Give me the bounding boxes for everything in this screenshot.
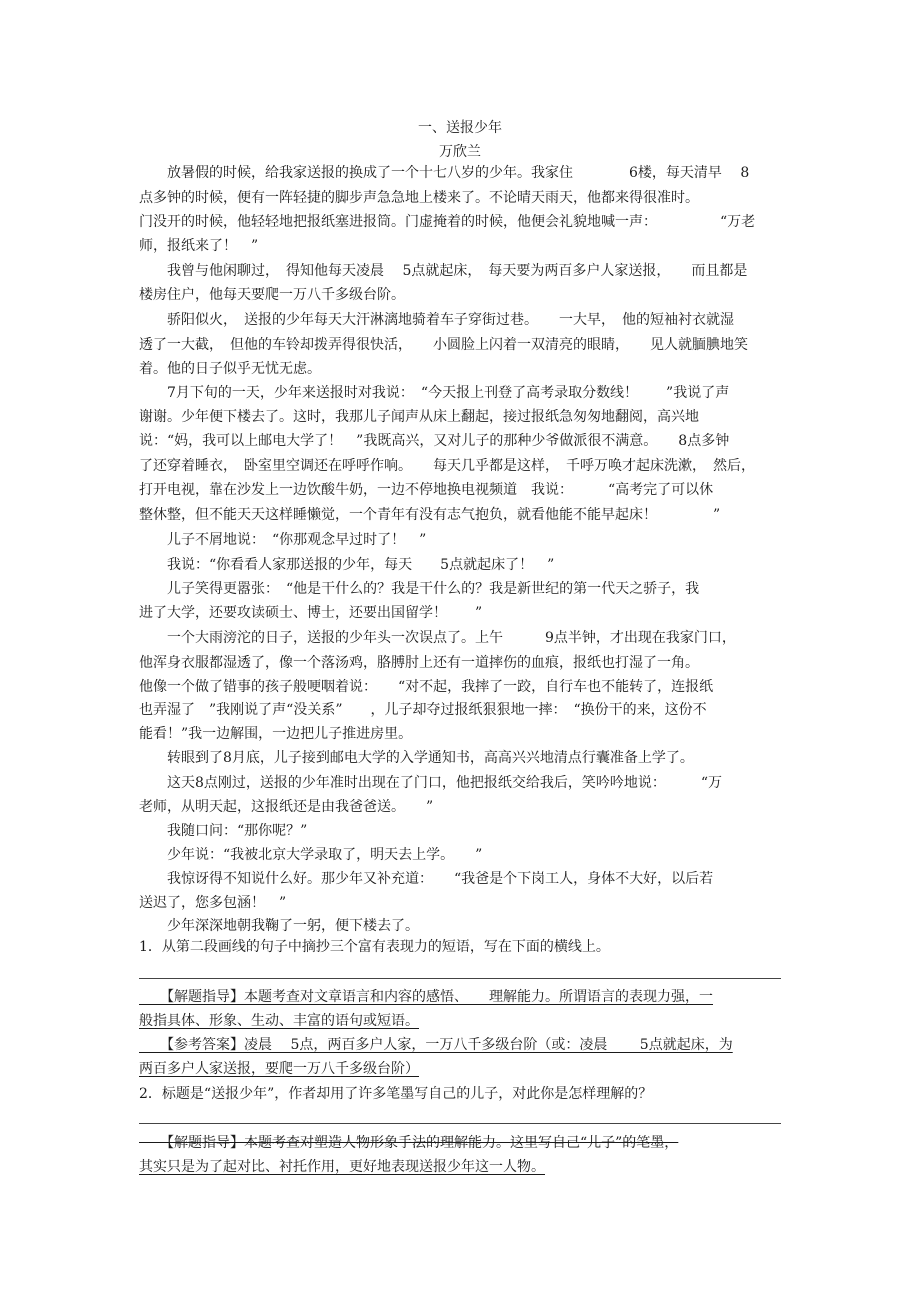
question-2: 2．标题是“送报少年”，作者却用了许多笔墨写自己的儿子，对此你是怎样理解的？ xyxy=(139,1086,653,1102)
body-line: 师，报纸来了！ ” xyxy=(139,238,259,254)
body-line: 整休整，但不能天天这样睡懒觉，一个青年有没有志气抱负，就看他能不能早起床！ ” xyxy=(139,507,721,523)
body-line: 说：“妈，我可以上邮电大学了！ ”我既高兴，又对儿子的那种少爷做派很不满意。 8点多钟 xyxy=(139,433,730,449)
body-line: 放暑假的时候，给我家送报的换成了一个十七八岁的少年。我家住 6楼，每天清早 8 xyxy=(139,165,750,181)
body-line: 透了一大截， 但他的车铃却拨弄得很快活， 小圆脸上闪着一双清亮的眼睛， 见人就腼腆地笑 xyxy=(139,337,748,353)
body-line: 我惊讶得不知说什么好。那少年又补充道： “我爸是个下岗工人，身体不大好，以后若 xyxy=(139,871,714,887)
q2-guide-line-1: 【解题指导】本题考查对塑造人物形象手法的理解能力。这里写自己“儿子”的笔墨， xyxy=(139,1135,679,1151)
body-line: 送迟了，您多包涵！ ” xyxy=(139,895,287,911)
body-line: 他像一个做了错事的孩子般哽咽着说： “对不起，我摔了一跤，自行车也不能转了，连报纸 xyxy=(139,679,714,695)
article-title: 一、送报少年 xyxy=(418,120,502,136)
body-line: 点多钟的时候，便有一阵轻捷的脚步声急急地上楼来了。不论晴天雨天，他都来得很准时。 xyxy=(139,190,699,206)
answer-blank-line xyxy=(139,978,781,979)
body-line: 一个大雨滂沱的日子，送报的少年头一次误点了。上午 9点半钟，才出现在我家门口， xyxy=(139,630,736,646)
body-line: 7月下旬的一天，少年来送报时对我说： “今天报上刊登了高考录取分数线！ ”我说了声 xyxy=(139,385,730,401)
q1-answer-line-2: 两百多户人家送报，要爬一万八千多级台阶） xyxy=(139,1061,419,1077)
q1-answer-line-1: 【参考答案】凌晨 5点，两百多户人家，一万八千多级台阶（或：凌晨 5点就起床，为 xyxy=(139,1037,733,1053)
body-line: 少年说：“我被北京大学录取了，明天去上学。 ” xyxy=(139,847,483,863)
q1-guide-line-1: 【解题指导】本题考查对文章语言和内容的感悟、 理解能力。所谓语言的表现力强，一 xyxy=(139,989,713,1005)
body-line: 着。他的日子似乎无忧无虑。 xyxy=(139,361,321,377)
body-line: 谢谢。少年便下楼去了。这时，我那儿子闻声从床上翻起，接过报纸急匆匆地翻阅，高兴地 xyxy=(139,409,699,425)
body-line: 儿子笑得更嚣张： “他是干什么的？我是干什么的？我是新世纪的第一代天之骄子，我 xyxy=(139,581,700,597)
body-line: 我随口问：“那你呢？” xyxy=(139,823,308,839)
answer-blank-line xyxy=(139,1123,781,1124)
question-1: 1．从第二段画线的句子中摘抄三个富有表现力的短语，写在下面的横线上。 xyxy=(139,939,610,955)
body-line: 这天8点刚过，送报的少年准时出现在了门口，他把报纸交给我后，笑吟吟地说： “万 xyxy=(139,775,723,791)
body-line: 老师，从明天起，这报纸还是由我爸爸送。 ” xyxy=(139,799,434,815)
body-line: 进了大学，还要攻读硕士、博士，还要出国留学！ ” xyxy=(139,605,483,621)
body-line: 他浑身衣服都湿透了，像一个落汤鸡，胳膊肘上还有一道摔伤的血痕，报纸也打湿了一角。 xyxy=(139,655,699,671)
body-line: 了还穿着睡衣， 卧室里空调还在呼呼作响。 每天几乎都是这样， 千呼万唤才起床洗漱， 然后， xyxy=(139,458,755,474)
q1-guide-line-2: 般指具体、形象、生动、丰富的语句或短语。 xyxy=(139,1013,419,1029)
body-line: 门没开的时候，他轻轻地把报纸塞进报筒。门虚掩着的时候，他便会礼貌地喊一声： “万老 xyxy=(139,214,756,230)
body-line: 我说：“你看看人家那送报的少年，每天 5点就起床了！ ” xyxy=(139,557,555,573)
body-line: 能看！”我一边解围，一边把儿子推进房里。 xyxy=(139,726,413,742)
body-line: 儿子不屑地说： “你那观念早过时了！ ” xyxy=(139,532,427,548)
body-line: 转眼到了8月底，儿子接到邮电大学的入学通知书，高高兴兴地清点行囊准备上学了。 xyxy=(139,750,694,766)
q2-guide-line-2: 其实只是为了起对比、衬托作用，更好地表现送报少年这一人物。 xyxy=(139,1159,545,1175)
body-line: 我曾与他闲聊过， 得知他每天凌晨 5点就起床， 每天要为两百多户人家送报， 而且都是 xyxy=(139,263,748,279)
body-line: 也弄湿了 ”我刚说了声“没关系” ，儿子却夺过报纸狠狠地一摔： “换份干的来，这份不 xyxy=(139,702,707,718)
body-line: 楼房住户，他每天要爬一万八千多级台阶。 xyxy=(139,287,405,303)
body-line: 骄阳似火， 送报的少年每天大汗淋漓地骑着车子穿街过巷。 一大早， 他的短袖衬衣就湿 xyxy=(139,312,734,328)
body-line: 少年深深地朝我鞠了一躬，便下楼去了。 xyxy=(139,918,419,934)
article-author: 万欣兰 xyxy=(439,144,481,160)
body-line: 打开电视，靠在沙发上一边饮酸牛奶，一边不停地换电视频道 我说： “高考完了可以休 xyxy=(139,482,714,498)
